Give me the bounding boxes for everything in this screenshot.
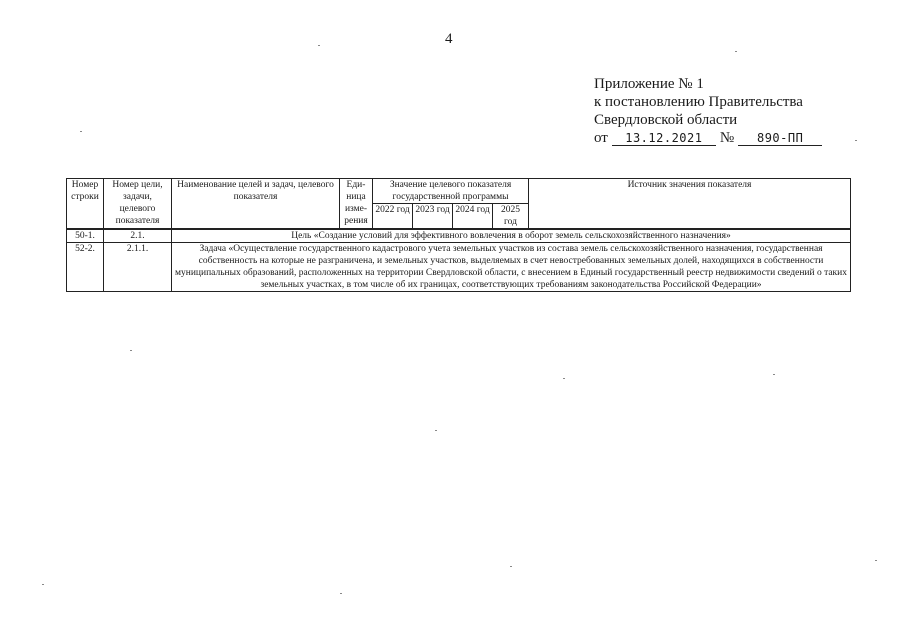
appendix-title: Приложение № 1: [594, 76, 704, 92]
header-value-group: Значение целевого показателя государственной программы: [373, 179, 529, 204]
header-year-2022: 2022 год: [373, 204, 413, 230]
header-row-top: [67, 179, 851, 204]
header-row-number: Номер строки: [67, 179, 104, 230]
header-year-2024: 2024 год: [453, 204, 493, 230]
row-number-cell: 52-2.: [67, 243, 104, 292]
scan-speck: [510, 566, 512, 567]
scan-speck: [773, 374, 775, 375]
task-text-cell: Задача «Осуществление государственного кадастрового учета земельных участков из состава земель сельскохозяйственного назначения, государственная собственность на которые не разграничена, и земельных участков, выделяемых в счет невостребованных земельных долей, находящихся в собственности муниципальных образований, расположенных на территории Свердловской области, с внесением в Единый государственный реестр недвижимости сведений о таких земельных участках, в том числе об их границах, соответствующих требованиям законодательства Российской Федерации»: [172, 243, 851, 292]
scan-speck: [875, 560, 877, 561]
scan-speck: [130, 350, 132, 351]
header-goal-number: Номер цели, задачи, целевого показателя: [104, 179, 172, 230]
goals-table: [66, 178, 851, 292]
scan-speck: [435, 430, 437, 431]
header-year-2023: 2023 год: [413, 204, 453, 230]
scan-speck: [318, 45, 320, 46]
scan-speck: [735, 51, 737, 52]
goal-number-cell: 2.1.1.: [104, 243, 172, 292]
appendix-resolution: к постановлению Правительства: [594, 94, 803, 110]
row-number-cell: 50-1.: [67, 229, 104, 243]
table-row: [67, 229, 851, 243]
header-year-2025: 2025 год: [493, 204, 529, 230]
resolution-number: 890-ПП: [738, 131, 822, 146]
scan-speck: [42, 584, 44, 585]
page-number: 4: [445, 31, 453, 47]
scan-speck: [855, 140, 857, 141]
goal-number-cell: 2.1.: [104, 229, 172, 243]
appendix-region: Свердловской области: [594, 112, 738, 128]
scan-speck: [563, 378, 565, 379]
scan-speck: [340, 593, 342, 594]
scan-speck: [80, 131, 82, 132]
table-row: [67, 243, 851, 292]
header-source: Источник значения показателя: [529, 179, 851, 230]
header-name: Наименование целей и задач, целевого показателя: [172, 179, 340, 230]
goal-text-cell: Цель «Создание условий для эффективного вовлечения в оборот земель сельскохозяйственного назначения»: [172, 229, 851, 243]
resolution-date: 13.12.2021: [612, 131, 716, 146]
number-sign: №: [719, 130, 735, 146]
from-label: от: [594, 130, 608, 146]
header-unit: Еди-ница изме-рения: [340, 179, 373, 230]
appendix-date-line: [594, 129, 822, 147]
appendix-block: [594, 75, 822, 147]
